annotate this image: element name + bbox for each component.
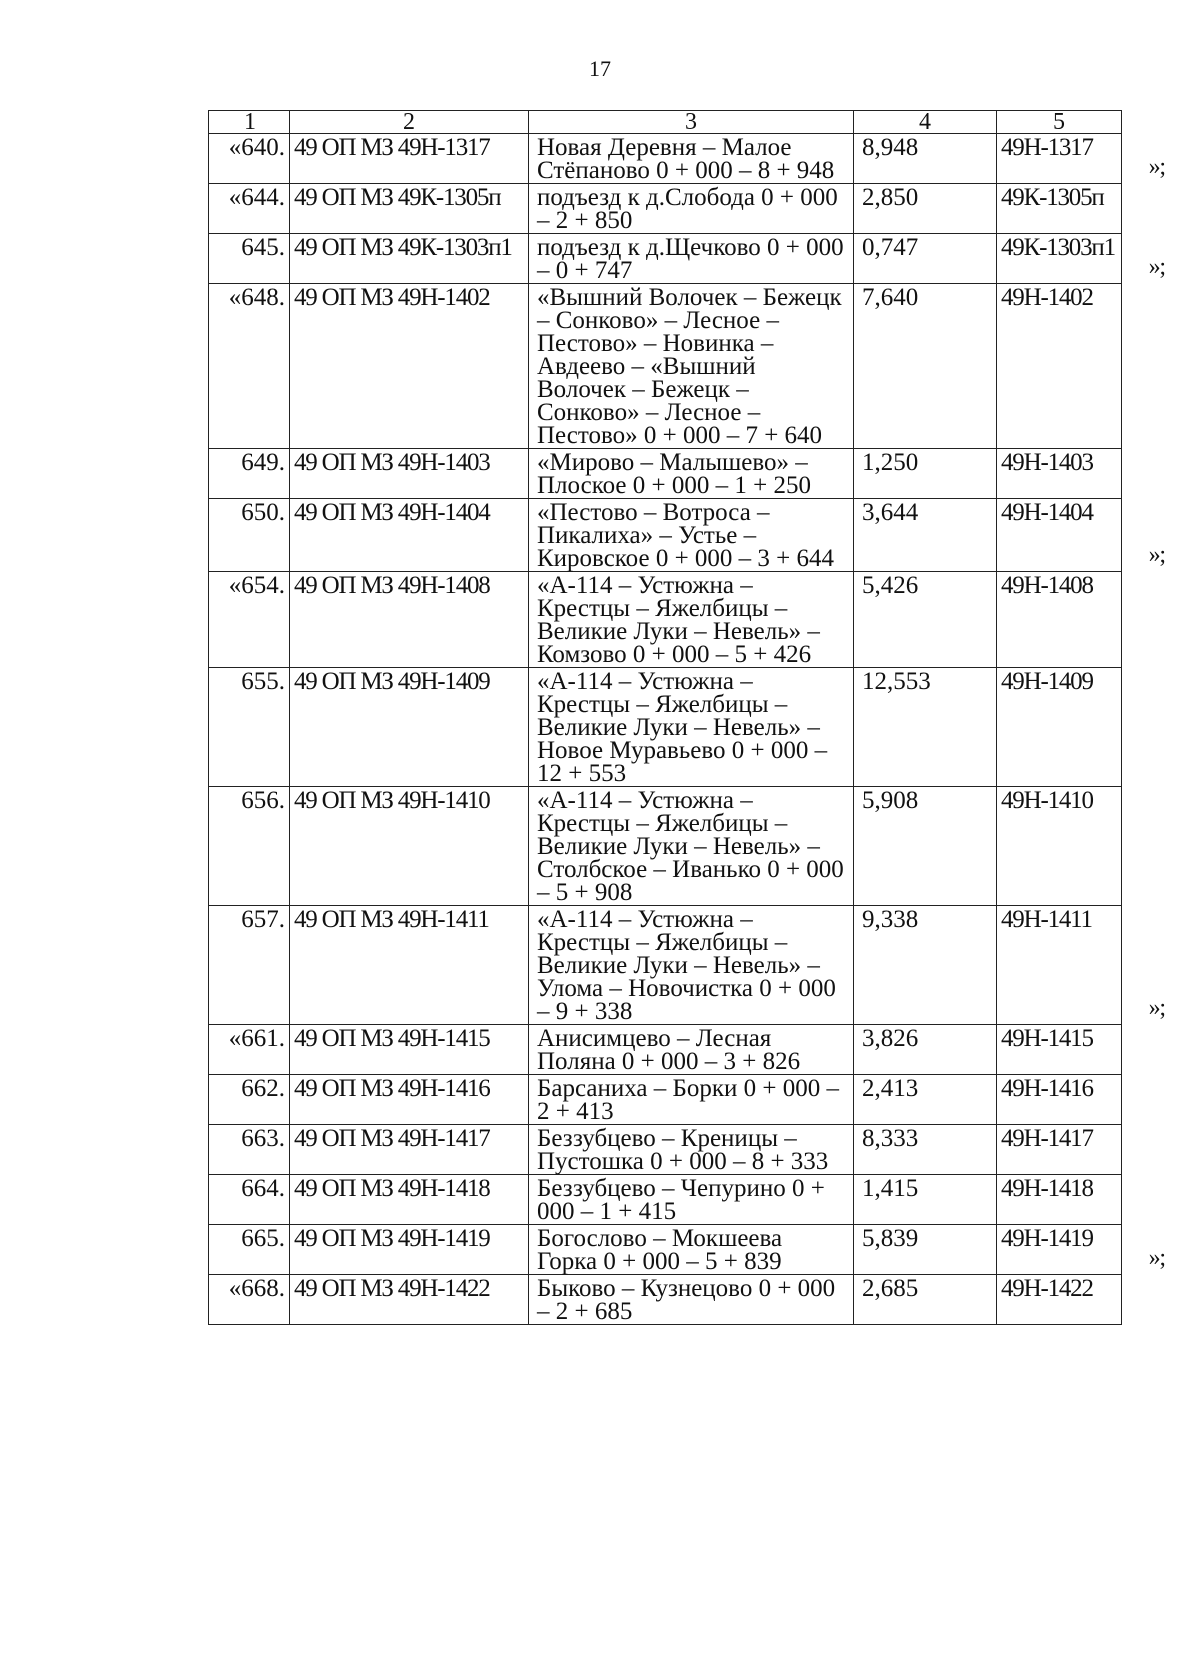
road-code	[290, 1225, 529, 1275]
road-id-text: 49Н-1403	[1001, 449, 1093, 476]
row-number	[209, 572, 290, 668]
row-number-text: «661.	[228, 1025, 285, 1052]
road-length-text: 5,426	[862, 572, 919, 599]
road-id-text: 49Н-1417	[1001, 1125, 1093, 1152]
road-name	[529, 906, 854, 1025]
road-id	[997, 184, 1122, 234]
road-code-text: 49 ОП МЗ 49Н-1410	[294, 787, 490, 814]
road-code	[290, 234, 529, 284]
road-code	[290, 1025, 529, 1075]
quote-close-mark: »;	[1148, 995, 1165, 1021]
road-length	[854, 1075, 997, 1125]
quote-close-mark: »;	[1148, 542, 1165, 568]
road-length-text: 1,250	[862, 449, 919, 476]
road-name-text: «А-114 – Устюжна – Крестцы – Яжелбицы – Великие Луки – Невель» – Комзово 0 + 000 – 5 + 426	[537, 572, 820, 668]
table-row	[209, 1025, 1122, 1075]
row-number	[209, 449, 290, 499]
row-number-text: «644.	[228, 184, 285, 211]
quote-close-mark: »;	[1148, 154, 1165, 180]
road-name-text: Новая Деревня – Малое Стёпаново 0 + 000 – 8 + 948	[537, 134, 835, 184]
road-code	[290, 668, 529, 787]
road-code	[290, 906, 529, 1025]
table-row	[209, 1225, 1122, 1275]
road-length-text: 2,685	[862, 1275, 919, 1302]
row-number	[209, 1225, 290, 1275]
road-code-text: 49 ОП МЗ 49Н-1411	[294, 906, 489, 933]
road-code	[290, 1125, 529, 1175]
table-row	[209, 184, 1122, 234]
road-code	[290, 572, 529, 668]
road-code	[290, 184, 529, 234]
road-length	[854, 787, 997, 906]
road-code	[290, 787, 529, 906]
road-code-text: 49 ОП МЗ 49Н-1418	[294, 1175, 490, 1202]
table-row	[209, 284, 1122, 449]
road-length-text: 2,413	[862, 1075, 919, 1102]
road-name	[529, 449, 854, 499]
table-row	[209, 572, 1122, 668]
road-length	[854, 1175, 997, 1225]
row-number	[209, 1125, 290, 1175]
road-id	[997, 668, 1122, 787]
road-length-text: 5,839	[862, 1225, 919, 1252]
row-number	[209, 1175, 290, 1225]
road-name	[529, 787, 854, 906]
road-id	[997, 1225, 1165, 1275]
road-code	[290, 284, 529, 449]
road-length-text: 5,908	[862, 787, 919, 814]
roads-table	[208, 109, 1165, 1325]
road-name	[529, 284, 854, 449]
road-length	[854, 1275, 997, 1325]
quote-close-mark: »;	[1148, 254, 1165, 280]
road-name-text: Анисимцево – Лесная Поляна 0 + 000 – 3 + 826	[537, 1025, 801, 1075]
road-code-text: 49 ОП МЗ 49Н-1416	[294, 1075, 490, 1102]
road-name-text: Быково – Кузнецово 0 + 000 – 2 + 685	[537, 1275, 836, 1325]
header-cell-4: 4	[854, 111, 997, 134]
row-number-text: «654.	[228, 572, 285, 599]
row-number-text: 657.	[241, 906, 285, 933]
road-length-text: 3,826	[862, 1025, 919, 1052]
road-id	[997, 906, 1165, 1025]
road-name-text: Беззубцево – Чепурино 0 + 000 – 1 + 415	[537, 1175, 825, 1225]
road-id	[997, 134, 1165, 184]
table-body	[209, 109, 1165, 1325]
road-length-text: 12,553	[862, 668, 931, 695]
road-code-text: 49 ОП МЗ 49Н-1415	[294, 1025, 490, 1052]
header-cell-1: 1	[209, 111, 290, 134]
road-code-text: 49 ОП МЗ 49Н-1409	[294, 668, 490, 695]
road-code-text: 49 ОП МЗ 49Н-1403	[294, 449, 490, 476]
road-name-text: «А-114 – Устюжна – Крестцы – Яжелбицы – Великие Луки – Невель» – Улома – Новочистка 0 + 000 – 9 + 338	[537, 906, 836, 1025]
road-length	[854, 1025, 997, 1075]
road-length-text: 9,338	[862, 906, 919, 933]
row-number	[209, 1025, 290, 1075]
road-name	[529, 1125, 854, 1175]
road-name-text: «Пестово – Вотроса – Пикалиха» – Устье – Кировское 0 + 000 – 3 + 644	[537, 499, 835, 572]
road-id-text: 49Н-1419	[1001, 1225, 1093, 1252]
row-number-text: 664.	[241, 1175, 285, 1202]
road-id	[997, 1275, 1122, 1325]
road-id	[997, 1025, 1122, 1075]
road-name	[529, 572, 854, 668]
road-name-text: Барсаниха – Борки 0 + 000 – 2 + 413	[537, 1075, 839, 1125]
road-code	[290, 499, 529, 572]
road-code-text: 49 ОП МЗ 49Н-1402	[294, 284, 490, 311]
road-name	[529, 1025, 854, 1075]
road-id-text: 49Н-1410	[1001, 787, 1093, 814]
road-code-text: 49 ОП МЗ 49Н-1404	[294, 499, 490, 526]
row-number	[209, 184, 290, 234]
road-name-text: Богослово – Мокшеева Горка 0 + 000 – 5 + 839	[537, 1225, 783, 1275]
row-number-text: 662.	[241, 1075, 285, 1102]
road-id-text: 49Н-1418	[1001, 1175, 1093, 1202]
row-number-text: 645.	[241, 234, 285, 261]
row-number-text: 665.	[241, 1225, 285, 1252]
table-row	[209, 499, 1122, 572]
road-id-text: 49Н-1402	[1001, 284, 1093, 311]
table-row	[209, 449, 1122, 499]
row-number-text: «640.	[228, 134, 285, 161]
row-number-text: «668.	[228, 1275, 285, 1302]
table-row	[209, 134, 1122, 184]
row-number-text: 663.	[241, 1125, 285, 1152]
row-number	[209, 134, 290, 184]
table-row	[209, 668, 1122, 787]
road-length-text: 3,644	[862, 499, 919, 526]
road-id-text: 49Н-1409	[1001, 668, 1093, 695]
row-number-text: 650.	[241, 499, 285, 526]
table-row	[209, 1175, 1122, 1225]
road-code	[290, 134, 529, 184]
road-length	[854, 284, 997, 449]
road-name	[529, 234, 854, 284]
road-code-text: 49 ОП МЗ 49К-1303п1	[294, 234, 512, 261]
road-name	[529, 1175, 854, 1225]
table-header-row	[209, 111, 1122, 134]
road-name	[529, 134, 854, 184]
quote-close-mark: »;	[1148, 1245, 1165, 1271]
road-id-text: 49Н-1408	[1001, 572, 1093, 599]
road-id	[997, 499, 1165, 572]
road-length	[854, 668, 997, 787]
road-length-text: 0,747	[862, 234, 919, 261]
road-length-text: 1,415	[862, 1175, 919, 1202]
road-id	[997, 787, 1122, 906]
road-name-text: подъезд к д.Щечково 0 + 000 – 0 + 747	[537, 234, 844, 284]
road-code-text: 49 ОП МЗ 49К-1305п	[294, 184, 501, 211]
road-id	[997, 572, 1122, 668]
road-name-text: «Мирово – Малышево» – Плоское 0 + 000 – 1 + 250	[537, 449, 811, 499]
road-name-text: «А-114 – Устюжна – Крестцы – Яжелбицы – Великие Луки – Невель» – Столбское – Иванько 0 + 000 – 5 + 908	[537, 787, 844, 906]
road-length	[854, 234, 997, 284]
road-length	[854, 184, 997, 234]
road-id-text: 49К-1305п	[1001, 184, 1104, 211]
row-number	[209, 906, 290, 1025]
road-id	[997, 1125, 1122, 1175]
road-id	[997, 1075, 1122, 1125]
road-name	[529, 184, 854, 234]
row-number	[209, 787, 290, 906]
road-id	[997, 234, 1165, 284]
road-code	[290, 1175, 529, 1225]
road-code-text: 49 ОП МЗ 49Н-1422	[294, 1275, 490, 1302]
road-length	[854, 449, 997, 499]
road-id-text: 49Н-1317	[1001, 134, 1093, 161]
road-length	[854, 134, 997, 184]
table-row	[209, 1125, 1122, 1175]
row-number	[209, 1075, 290, 1125]
table-row	[209, 1275, 1122, 1325]
road-id-text: 49Н-1422	[1001, 1275, 1093, 1302]
road-name-text: подъезд к д.Слобода 0 + 000 – 2 + 850	[537, 184, 838, 234]
road-code-text: 49 ОП МЗ 49Н-1408	[294, 572, 490, 599]
road-name	[529, 499, 854, 572]
road-code	[290, 1075, 529, 1125]
road-id-text: 49К-1303п1	[1001, 234, 1115, 261]
road-length-text: 8,333	[862, 1125, 919, 1152]
road-id-text: 49Н-1415	[1001, 1025, 1093, 1052]
row-number	[209, 284, 290, 449]
road-length	[854, 499, 997, 572]
row-number	[209, 499, 290, 572]
row-number	[209, 668, 290, 787]
road-id	[997, 1175, 1122, 1225]
table-row	[209, 234, 1122, 284]
header-cell-5: 5	[997, 111, 1122, 134]
road-length	[854, 572, 997, 668]
road-length-text: 8,948	[862, 134, 919, 161]
road-length-text: 7,640	[862, 284, 919, 311]
road-code-text: 49 ОП МЗ 49Н-1417	[294, 1125, 490, 1152]
road-name-text: Беззубцево – Креницы – Пустошка 0 + 000 – 8 + 333	[537, 1125, 829, 1175]
row-number	[209, 1275, 290, 1325]
road-name	[529, 1075, 854, 1125]
row-number-text: «648.	[228, 284, 285, 311]
road-id	[997, 449, 1122, 499]
table-row	[209, 1075, 1122, 1125]
road-id-text: 49Н-1416	[1001, 1075, 1093, 1102]
road-length	[854, 906, 997, 1025]
row-number-text: 649.	[241, 449, 285, 476]
road-id	[997, 284, 1122, 449]
road-name	[529, 1225, 854, 1275]
road-name-text: «Вышний Волочек – Бежецк – Сонково» – Лесное – Пестово» – Новинка – Авдеево – «Вышний Волочек – Бежецк – Сонково» – Лесное – Пестово» 0 + 000 – 7 + 640	[537, 284, 842, 449]
table-row	[209, 787, 1122, 906]
road-id-text: 49Н-1404	[1001, 499, 1093, 526]
road-code-text: 49 ОП МЗ 49Н-1419	[294, 1225, 490, 1252]
road-id-text: 49Н-1411	[1001, 906, 1092, 933]
road-length-text: 2,850	[862, 184, 919, 211]
road-length	[854, 1125, 997, 1175]
road-name	[529, 1275, 854, 1325]
road-name	[529, 668, 854, 787]
header-cell-2: 2	[290, 111, 529, 134]
table-row	[209, 906, 1122, 1025]
page-number: 17	[589, 56, 611, 81]
header-cell-3: 3	[529, 111, 854, 134]
road-code-text: 49 ОП МЗ 49Н-1317	[294, 134, 490, 161]
road-code	[290, 1275, 529, 1325]
row-number	[209, 234, 290, 284]
road-code	[290, 449, 529, 499]
row-number-text: 656.	[241, 787, 285, 814]
road-name-text: «А-114 – Устюжна – Крестцы – Яжелбицы – Великие Луки – Невель» – Новое Муравьево 0 + 000 – 12 + 553	[537, 668, 828, 787]
road-length	[854, 1225, 997, 1275]
row-number-text: 655.	[241, 668, 285, 695]
